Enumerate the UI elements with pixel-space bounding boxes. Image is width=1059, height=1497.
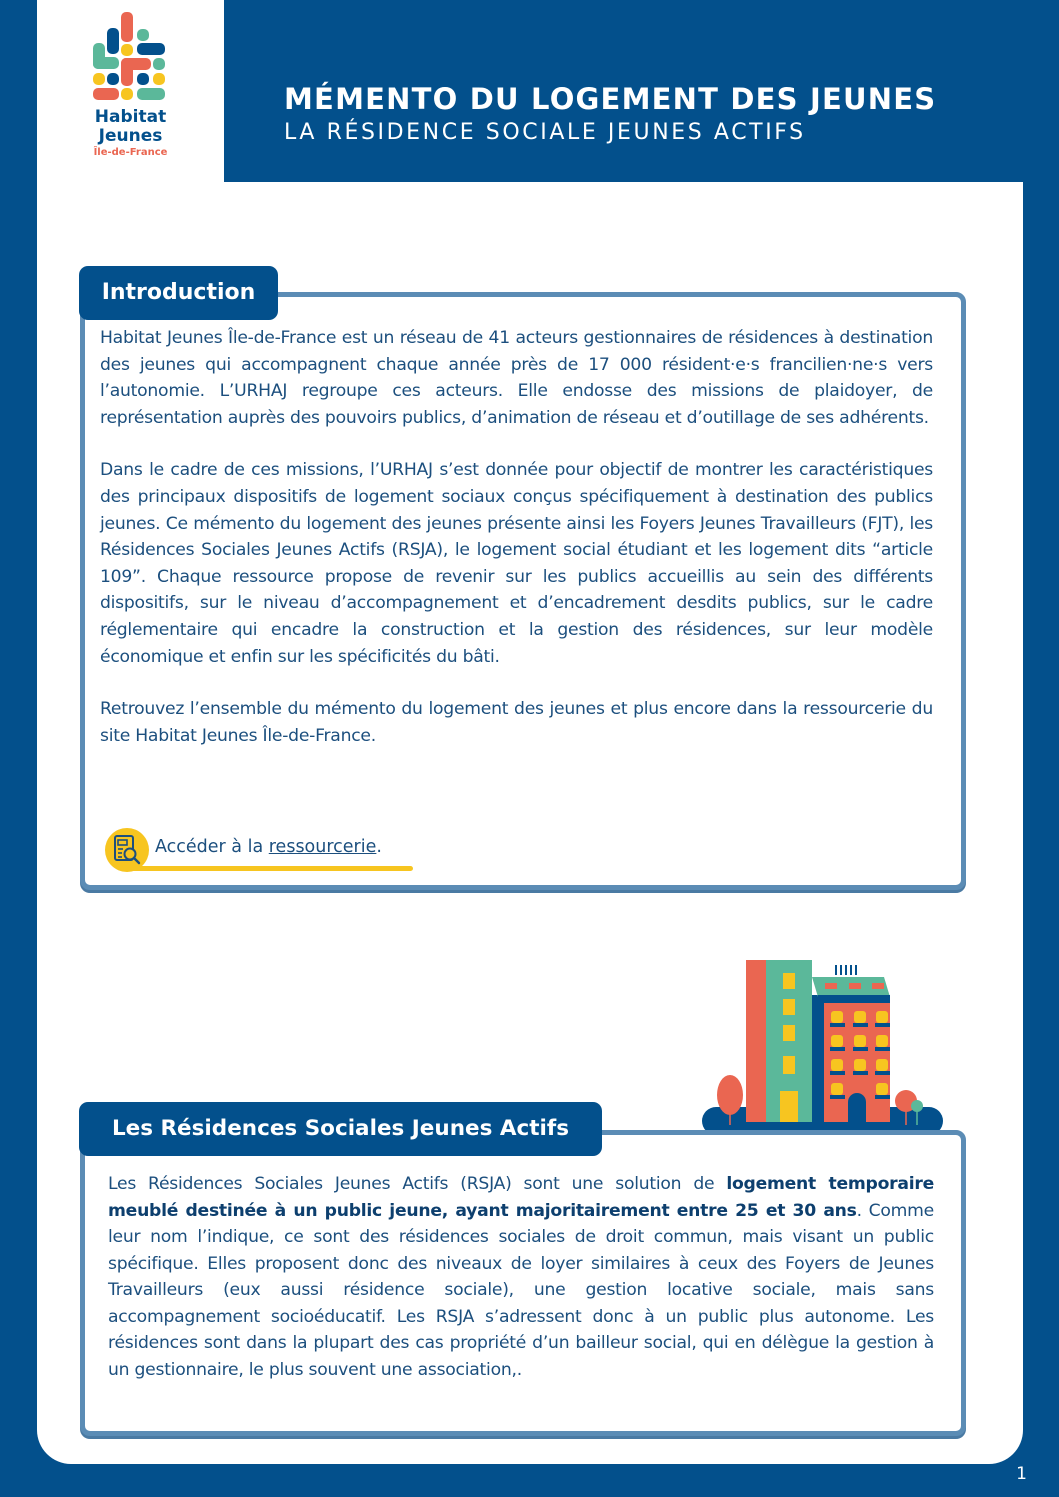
link-highlight-bar (123, 866, 413, 871)
document-search-icon (105, 828, 149, 872)
rsja-text-bold: logement temporaire meublé destinée à un public jeune, ayant majoritairement entre 25 et 30 ans (108, 1174, 935, 1221)
intro-paragraph-1: Habitat Jeunes Île-de-France est un réseau de 41 acteurs gestionnaires de résidences à destination des jeunes qui accompagnent chaque année près de 17 000 résident·e·s francilien·ne·s vers l’autonomie. L’URHAJ regroupe ces acteurs. Elle endosse des missions de plaidoyer, de représentation auprès des pouvoirs publics, d’animation de réseau et d’outillage de ses adhérents. (100, 328, 933, 428)
rsja-paragraph (108, 1171, 934, 1383)
logo (37, 0, 224, 182)
link-suffix: . (376, 837, 382, 857)
ressourcerie-link[interactable]: ressourcerie (268, 837, 377, 857)
ressourcerie-link-text[interactable] (155, 837, 382, 857)
page-number: 1 (1016, 1464, 1027, 1484)
logo-line-1: Habitat (94, 107, 167, 127)
logo-line-3: Île-de-France (93, 147, 168, 158)
rsja-heading: Les Résidences Sociales Jeunes Actifs (79, 1102, 602, 1156)
logo-line-2: Jeunes (98, 126, 163, 146)
intro-paragraph-3: Retrouvez l’ensemble du mémento du logement des jeunes et plus encore dans la ressourcerie du site Habitat Jeunes Île-de-France. (100, 699, 933, 746)
building-illustration-icon (700, 955, 945, 1137)
page-title: MÉMENTO DU LOGEMENT DES JEUNES (284, 82, 937, 116)
logo-text (37, 108, 224, 160)
ressourcerie-link-row[interactable] (105, 828, 415, 874)
introduction-heading: Introduction (79, 266, 278, 320)
introduction-card (80, 292, 966, 890)
link-prefix: Accéder à la (155, 837, 269, 857)
page-subtitle: LA RÉSIDENCE SOCIALE JEUNES ACTIFS (284, 120, 806, 145)
rsja-card (80, 1130, 966, 1436)
header (284, 80, 936, 148)
introduction-body (100, 325, 933, 749)
intro-paragraph-2: Dans le cadre de ces missions, l’URHAJ s’est donnée pour objectif de montrer les caractéristiques des principaux dispositifs de logement sociaux conçus spécifiquement à destination des publics jeunes. Ce mémento du logement des jeunes présente ainsi les Foyers Jeunes Travailleurs (FJT), les Résidences Sociales Jeunes Actifs (RSJA), le logement social étudiant et les logement dits “article 109”. Chaque ressource propose de revenir sur les publics accueillis au sein des différents dispositifs, sur le niveau d’accompagnement et d’encadrement desdits publics, sur le cadre réglementaire qui encadre la construction et la gestion des résidences, sur leur modèle économique et enfin sur les spécificités du bâti. (100, 460, 933, 667)
logo-mark-icon (93, 12, 169, 104)
rsja-text-rest: . Comme leur nom l’indique, ce sont des résidences sociales de droit commun, mais visant un public spécifique. Elles proposent donc des niveaux de loyer similaires à ceux des Foyers de Jeunes Travailleurs (eux aussi résidence sociale), une gestion locative sociale, mais sans accompagnement socioéducatif. Les RSJA s’adressent donc à un public plus autonome. Les résidences sont dans la plupart des cas propriété d’un bailleur social, qui en délègue la gestion à un gestionnaire, le plus souvent une association,. (108, 1200, 934, 1380)
rsja-text-intro: Les Résidences Sociales Jeunes Actifs (RSJA) sont une solution de (108, 1174, 727, 1194)
